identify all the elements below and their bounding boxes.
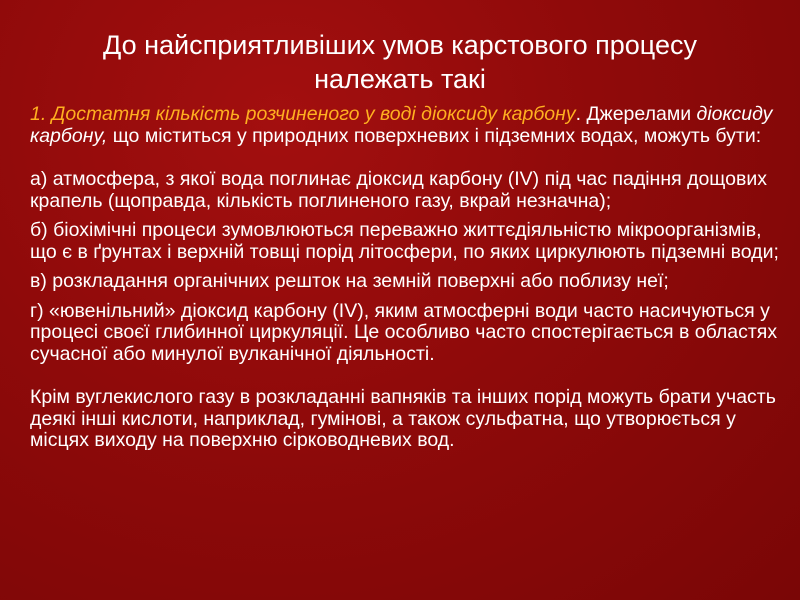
intro-rest: що міститься у природних поверхневих і підземних водах, можуть бути: — [107, 124, 762, 147]
list-item-b: б) біохімічні процеси зумовлюються переважно життєдіяльністю мікроорганізмів, що є в ґрунтах і верхній товщі порід літосфери, по яких циркулюють підземні води; — [30, 219, 779, 263]
slide-body — [30, 104, 780, 460]
slide-title — [40, 28, 760, 96]
list-item-a: а) атмосфера, з якої вода поглинає діоксид карбону (IV) під час падіння дощових крапель (щоправда, кількість поглиненого газу, вкрай незначна); — [30, 168, 767, 212]
intro-italic: діоксиду карбону, — [30, 103, 773, 147]
conclusion-paragraph: Крім вуглекислого газу в розкладанні вапняків та інших порід можуть брати участь деякі інші кислоти, наприклад, гумінові, а також сульфатна, що утворюється у місцях виходу на поверхню сірководневих вод. — [30, 386, 776, 451]
intro-highlight: 1. Достатня кількість розчиненого у воді діоксиду карбону — [30, 103, 576, 125]
slide-title-line-2: належать такі — [314, 64, 486, 94]
list-item-d: г) «ювенільний» діоксид карбону (IV), яким атмосферні води часто насичуються у процесі своєї глибинної циркуляції. Це особливо часто спостерігається в областях сучасної або минулої вулканічної діяльності. — [30, 299, 778, 365]
slide-title-line-1: До найсприятливіших умов карстового процесу — [103, 30, 697, 60]
intro-text-after: . Джерелами — [575, 103, 697, 125]
intro-paragraph — [30, 104, 780, 147]
list-item-c: в) розкладання органічних решток на земній поверхні або поблизу неї; — [30, 270, 669, 292]
